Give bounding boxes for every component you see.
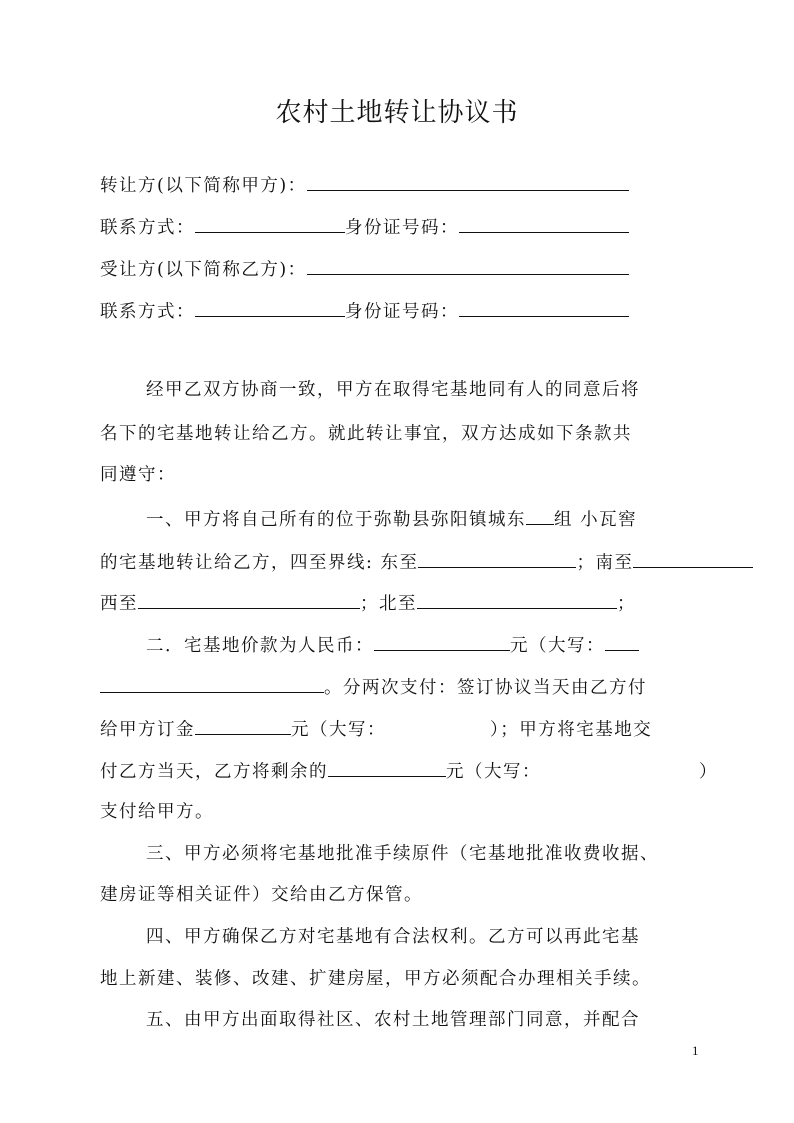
clause-4-line-1: 四、甲方确保乙方对宅基地有合法权利。乙方可以再此宅基 (146, 927, 640, 947)
clause-2-text-i: ） (699, 762, 718, 782)
north-boundary-field[interactable] (417, 588, 617, 609)
clause-2-line-4 (100, 756, 718, 783)
south-boundary-field[interactable] (633, 547, 753, 568)
price-uppercase-field-cont[interactable] (100, 672, 324, 693)
party-a-id-field[interactable] (459, 212, 629, 233)
clause-2-text-a: 二．宅基地价款为人民币： (146, 636, 374, 656)
transferor-row (100, 170, 629, 197)
clause-2-line-2 (100, 672, 647, 699)
clause-2-text-d: 给甲方订金 (100, 720, 195, 740)
clause-1-text-e: 西至 (100, 594, 138, 614)
remaining-amount-field[interactable] (328, 756, 446, 777)
price-amount-field[interactable] (374, 630, 510, 651)
clause-2-line-5: 支付给甲方。 (100, 802, 214, 822)
transferor-name-field[interactable] (307, 170, 629, 191)
intro-line-2: 名下的宅基地转让给乙方。就此转让事宜，双方达成如下条款共 (100, 424, 632, 444)
intro-line-1: 经甲乙双方协商一致，甲方在取得宅基地同有人的同意后将 (146, 380, 640, 400)
clause-1-text-c: 的宅基地转让给乙方，四至界线: 东至 (100, 553, 419, 573)
clause-3-line-2: 建房证等相关证件）交给由乙方保管。 (100, 885, 423, 905)
party-a-id-label: 身份证号码： (345, 218, 459, 238)
clause-1-line-1 (146, 504, 637, 531)
clause-5-line-1: 五、由甲方出面取得社区、农村土地管理部门同意，并配合 (146, 1010, 640, 1030)
intro-line-3: 同遵守： (100, 465, 176, 485)
clause-1-text-f: ；北至 (360, 594, 417, 614)
clause-2-line-3 (100, 714, 652, 741)
clause-1-text-d: ；南至 (576, 553, 634, 573)
party-b-id-field[interactable] (459, 296, 629, 317)
clause-2-text-b: 元（大写： (510, 636, 605, 656)
party-a-contact-field[interactable] (195, 212, 345, 233)
document-title: 农村土地转让协议书 (275, 98, 519, 128)
clause-2-text-e: 元（大写： (291, 720, 386, 740)
transferee-row (100, 254, 629, 281)
clause-2-text-g: 付乙方当天，乙方将剩余的 (100, 762, 328, 782)
party-b-id-label: 身份证号码： (345, 302, 459, 322)
clause-1-text-b: 组 小瓦窖 (554, 510, 638, 530)
clause-2-text-f: ）；甲方将宅基地交 (490, 720, 653, 740)
price-uppercase-field[interactable] (605, 630, 639, 651)
clause-2-line-1 (146, 630, 639, 657)
west-boundary-field[interactable] (138, 588, 360, 609)
clause-4-line-2: 地上新建、装修、改建、扩建房屋，甲方必须配合办理相关手续。 (100, 969, 651, 989)
east-boundary-field[interactable] (418, 547, 576, 568)
clause-2-text-h: 元（大写： (446, 762, 541, 782)
party-a-contact-row (100, 212, 629, 239)
page-number: 1 (692, 1043, 699, 1058)
clause-3-line-1: 三、甲方必须将宅基地批准手续原件（宅基地批准收费收据、 (146, 844, 659, 864)
clause-2-text-c: 。分两次支付：签订协议当天由乙方付 (324, 678, 647, 698)
transferee-name-field[interactable] (307, 254, 629, 275)
clause-1-text-g: ； (617, 594, 636, 614)
transferor-label: 转让方(以下简称甲方)： (100, 176, 307, 196)
clause-1-line-3 (100, 588, 636, 615)
party-a-contact-label: 联系方式： (100, 218, 195, 238)
party-b-contact-field[interactable] (195, 296, 345, 317)
deposit-amount-field[interactable] (195, 714, 291, 735)
party-b-contact-label: 联系方式： (100, 302, 195, 322)
clause-1-line-2 (100, 547, 753, 574)
group-number-field[interactable] (526, 504, 554, 525)
clause-1-text-a: 一、甲方将自己所有的位于弥勒县弥阳镇城东 (146, 510, 526, 530)
party-b-contact-row (100, 296, 629, 323)
transferee-label: 受让方(以下简称乙方)： (100, 260, 307, 280)
